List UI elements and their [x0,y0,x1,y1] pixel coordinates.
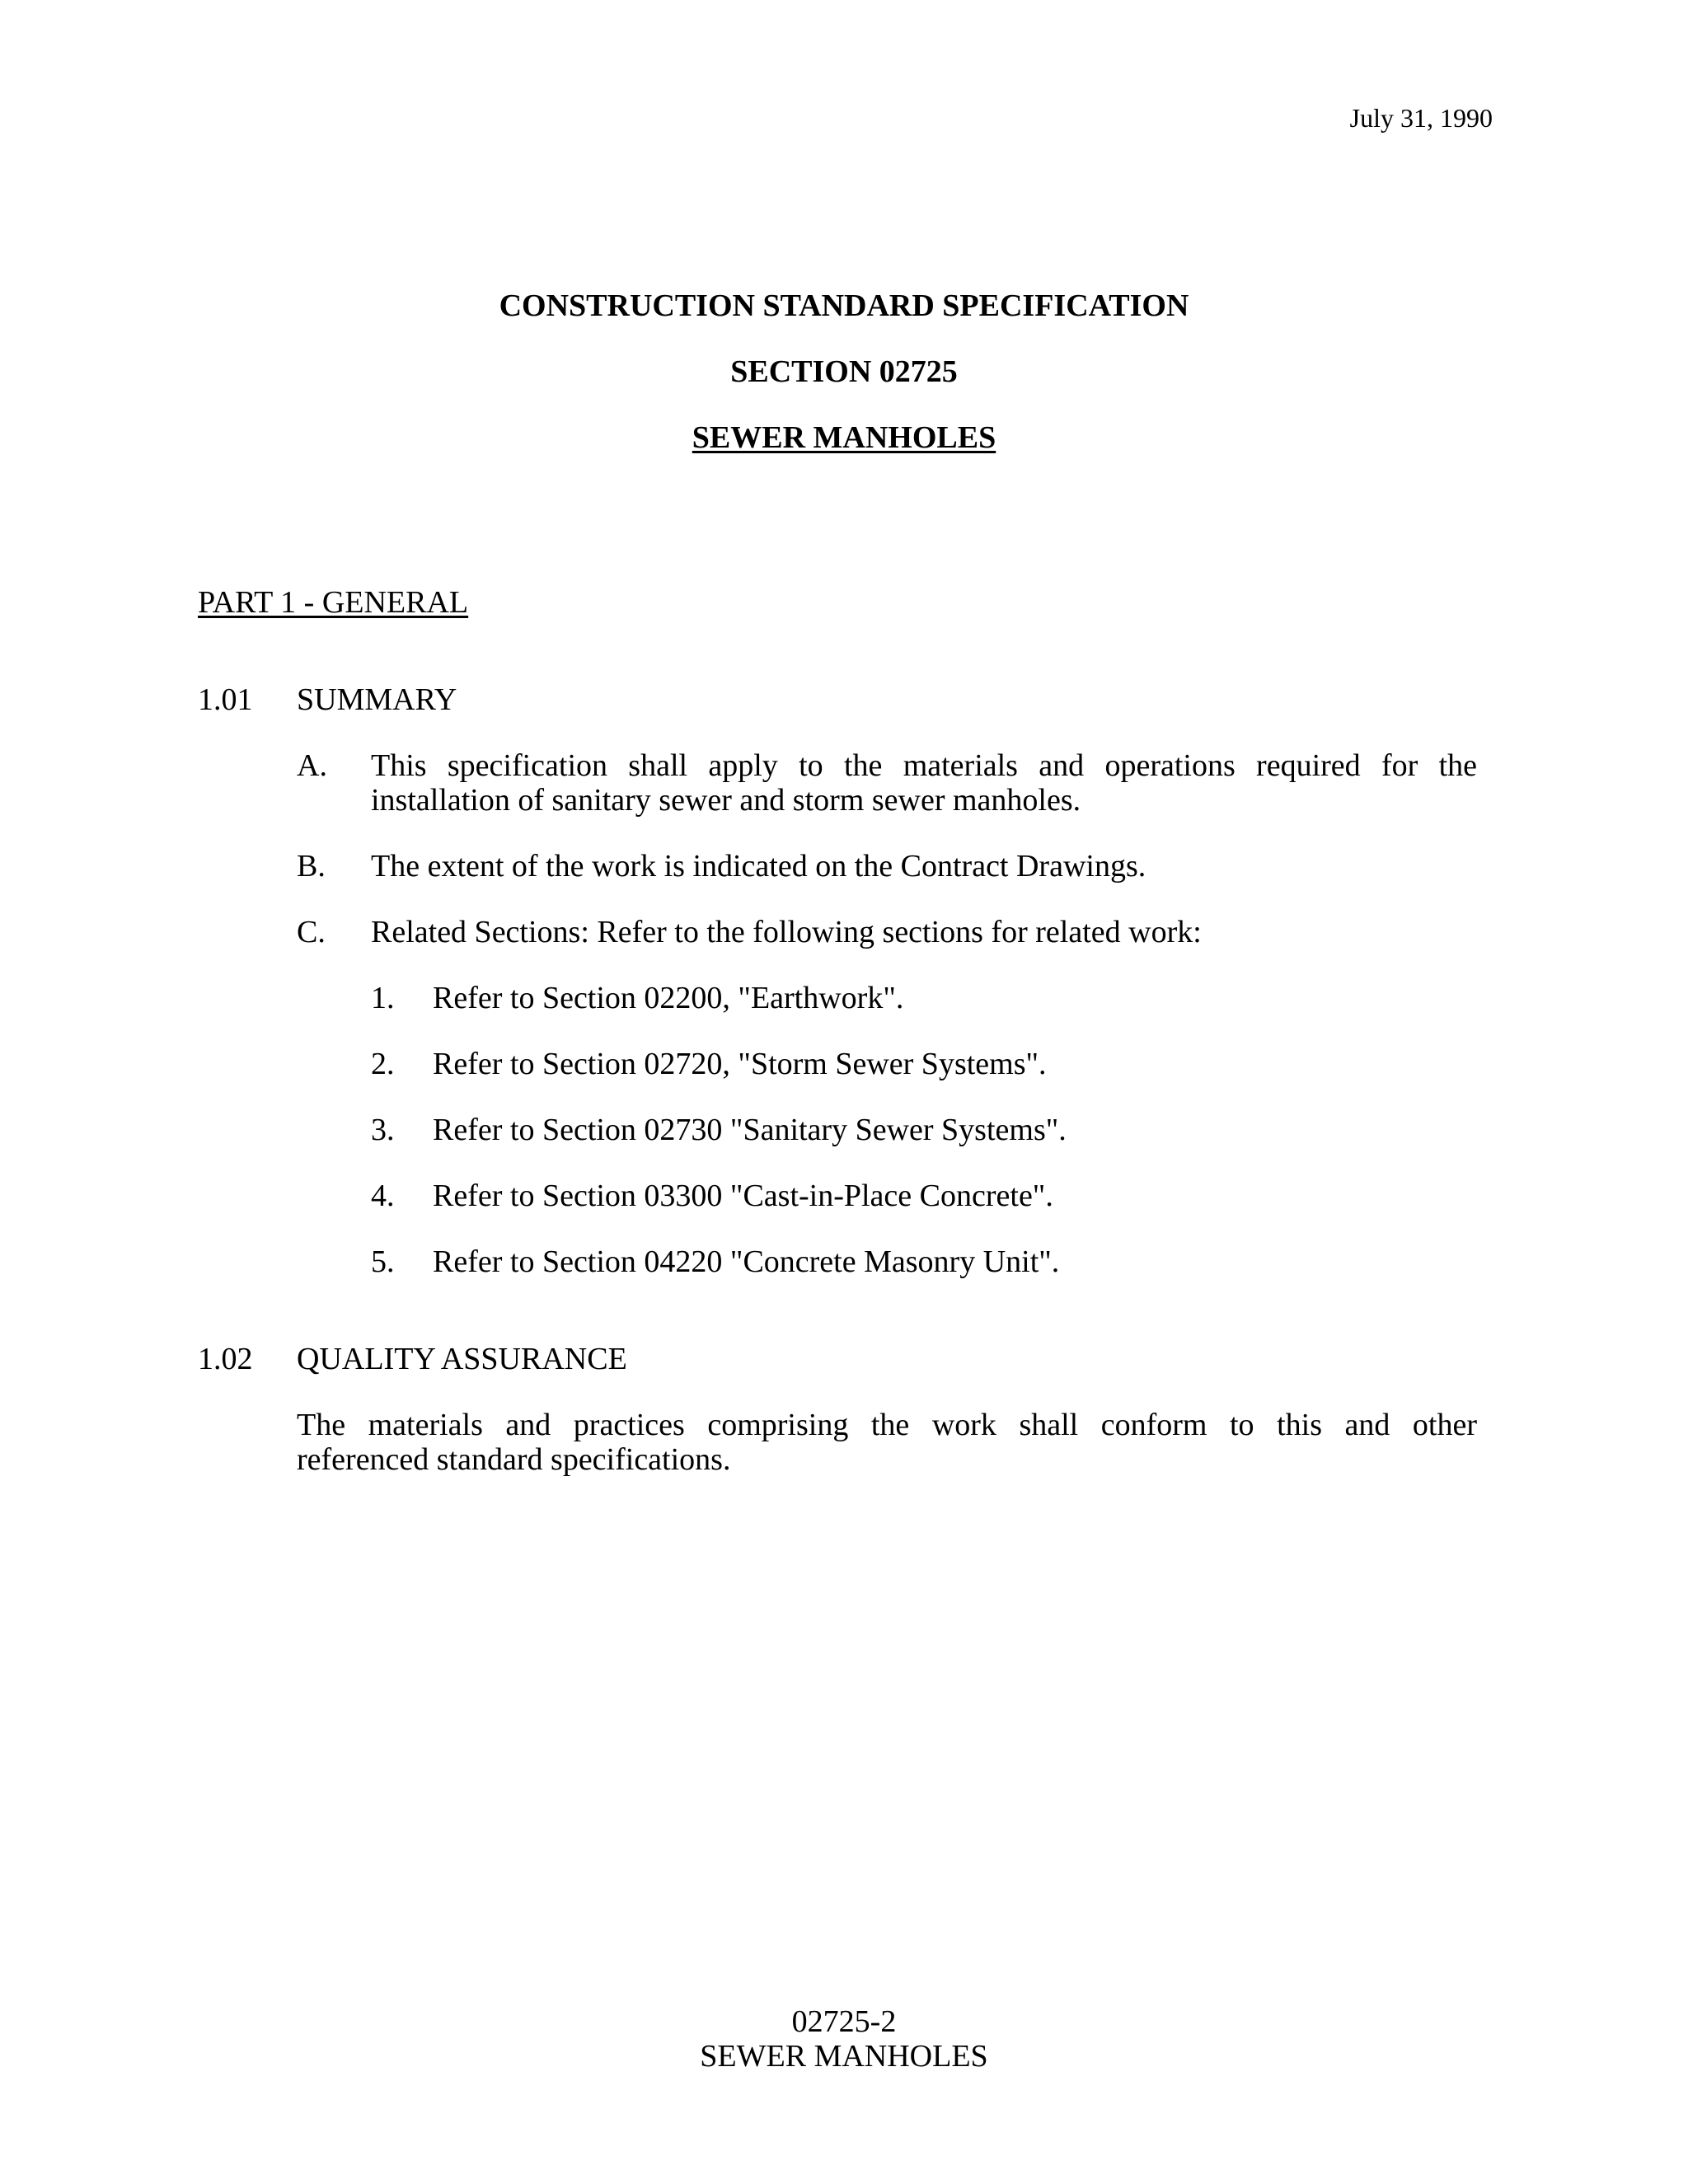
paragraph-line: referenced standard specifications. [297,1442,731,1477]
section-number-title: SECTION 02725 [730,354,958,389]
item-text: Related Sections: Refer to the following sections for related work: [371,915,1202,949]
subitem-text: Refer to Section 02730 "Sanitary Sewer Systems". [433,1113,1067,1147]
footer-section-name: SEWER MANHOLES [700,2039,988,2074]
item-text-line: This specification shall apply to the materials and operations required for the [371,748,1477,783]
paragraph-line: The materials and practices comprising the work shall conform to this and other [297,1408,1477,1442]
subitem-text: Refer to Section 02720, "Storm Sewer Systems". [433,1047,1047,1081]
item-label: B. [297,849,326,883]
part-heading: PART 1 - GENERAL [198,585,469,620]
section-title: SUMMARY [297,682,457,717]
subitem-number: 4. [371,1179,395,1213]
document-date: July 31, 1990 [1349,103,1493,133]
subitem-number: 5. [371,1244,395,1279]
document-title: CONSTRUCTION STANDARD SPECIFICATION [499,288,1189,323]
page-number: 02725-2 [791,2004,897,2039]
section-name-title: SEWER MANHOLES [692,420,996,455]
subitem-text: Refer to Section 03300 "Cast-in-Place Concrete". [433,1179,1053,1213]
section-number: 1.01 [198,682,253,717]
subitem-number: 3. [371,1113,395,1147]
subitem-text: Refer to Section 02200, "Earthwork". [433,981,904,1015]
item-label: A. [297,748,327,783]
section-number: 1.02 [198,1342,253,1376]
subitem-number: 1. [371,981,395,1015]
subitem-text: Refer to Section 04220 "Concrete Masonry Unit". [433,1244,1060,1279]
subitem-number: 2. [371,1047,395,1081]
item-label: C. [297,915,326,949]
section-title: QUALITY ASSURANCE [297,1342,627,1376]
item-text: The extent of the work is indicated on the Contract Drawings. [371,849,1146,883]
item-text-line: installation of sanitary sewer and storm sewer manholes. [371,783,1081,818]
